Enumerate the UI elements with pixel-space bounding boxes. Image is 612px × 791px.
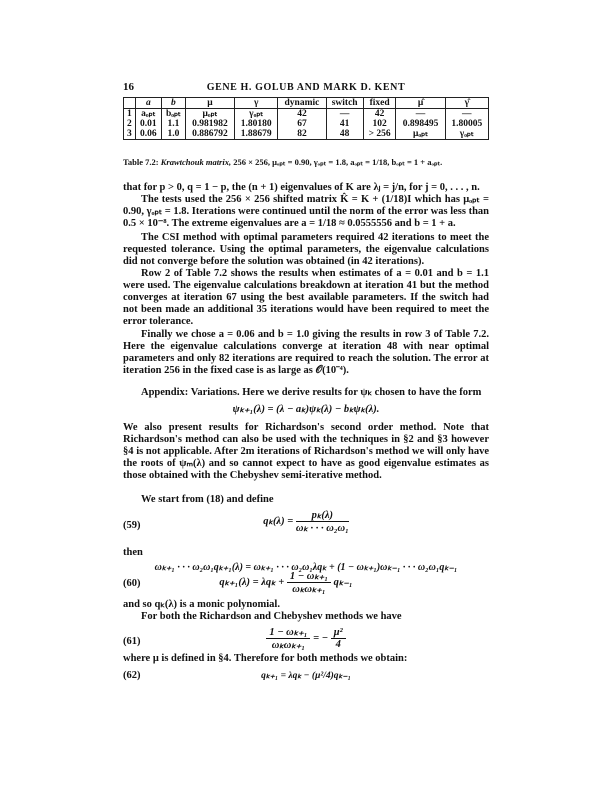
equation-60a: ωₖ₊₁ · · · ω₂ω₁qₖ₊₁(λ) = ωₖ₊₁ · · · ω₂ω₁λqₖ + (1 − ωₖ₊₁)ωₖ₋₁ · · · ω₂ω₁qₖ₋₁ (154, 562, 458, 573)
table-cell: > 256 (363, 129, 396, 140)
table-cell: γₒₚₜ (445, 129, 488, 140)
equation-59 (0, 509, 612, 534)
table-cell: 48 (326, 129, 363, 140)
table-row (124, 129, 489, 140)
table-cell: bₒₚₜ (161, 109, 185, 120)
table-cell: μₒₚₜ (185, 109, 234, 120)
eq61-rhs-numerator: μ² (331, 627, 346, 639)
equation-psi: ψₖ₊₁(λ) = (λ − aₖ)ψₖ(λ) − bₖψₖ(λ). (232, 404, 380, 415)
table-header (124, 98, 136, 109)
eq61-fraction (266, 626, 310, 651)
paragraph: For both the Richardson and Chebyshev methods we have (141, 611, 402, 622)
eq61-rhs-denominator: 4 (335, 639, 341, 650)
table-cell: 67 (278, 119, 326, 129)
eq59-denominator: ωₖ · · · ω₂ω₁ (295, 523, 349, 534)
table-cell: 42 (278, 109, 326, 120)
paragraph: that for p > 0, q = 1 − p, the (n + 1) eigenvalues of K are λⱼ = j/n, for j = 0, . . . , n. (123, 182, 480, 193)
table-cell: 102 (363, 119, 396, 129)
table-cell: — (396, 109, 445, 120)
appendix-text: Here we derive results for ψₖ chosen to have the form (242, 387, 482, 398)
appendix-paragraph (123, 387, 489, 399)
table-cell: 1.0 (161, 129, 185, 140)
table-cell: 0.06 (135, 129, 161, 140)
results-table (123, 97, 489, 140)
paragraph: We start from (18) and define (141, 494, 274, 505)
table-cell: 3 (124, 129, 136, 140)
eq59-lhs: qₖ(λ) = (263, 515, 294, 527)
equation-60 (0, 570, 592, 595)
caption-title: Krawtchouk matrix, (160, 157, 232, 167)
page-number: 16 (123, 81, 134, 93)
appendix-heading: Appendix: Variations. (141, 387, 240, 398)
paragraph: Row 2 of Table 7.2 shows the results when estimates of a = 0.01 and b = 1.1 were used. The eigenvalue calculations breakdown at iteration 41 but the method converges at iteration 67 using the best available parameters. If the switch had not been made an additional 35 iterations would have been required to meet the error tolerance. (123, 268, 489, 327)
equation-number: (62) (123, 670, 141, 681)
paragraph: The CSI method with optimal parameters required 42 iterations to meet the requested tolerance. Using the optimal parameters, the eigenvalue calculations did not converge before the solution was obtained (in 42 iterations). (123, 232, 489, 267)
table-cell: 82 (278, 129, 326, 140)
eq61-rhs-fraction (331, 627, 346, 650)
eq61-rhs: = − (313, 632, 329, 644)
table-cell: 1 (124, 109, 136, 120)
caption-text: 256 × 256, μₒₚₜ = 0.90, γₒₚₜ = 1.8, aₒₚₜ = 1/18, bₒₚₜ = 1 + aₒₚₜ. (233, 157, 443, 167)
table-cell: 41 (326, 119, 363, 129)
eq59-fraction (296, 509, 349, 534)
equation-number: (60) (123, 578, 141, 589)
equation-number: (59) (123, 520, 141, 531)
eq60-tail: qₖ₋₁ (333, 576, 353, 588)
table-cell: 1.80005 (445, 119, 488, 129)
table-cell: — (445, 109, 488, 120)
equation-61 (0, 626, 612, 651)
table-header: a (135, 98, 161, 109)
eq60-fraction (287, 570, 331, 595)
eq60-numerator: 1 − ωₖ₊₁ (287, 570, 331, 583)
table-header: switch (326, 98, 363, 109)
table-header: γ (235, 98, 278, 109)
table-header: μ̂ (396, 98, 445, 109)
paragraph: We also present results for Richardson's second order method. Note that Richardson's method can also be used with the techniques in §2 and §3 however §4 is not applicable. After 2m iterations of Richardson's method we will only have the roots of ψₘ(λ) and so cannot expect to have as good eigenvalue estimates as those obtained with the Chebyshev semi-iterative method. (123, 422, 489, 481)
table-cell: 1.1 (161, 119, 185, 129)
table-cell: μₒₚₜ (396, 129, 445, 140)
table-caption (123, 157, 493, 168)
table-cell: 0.898495 (396, 119, 445, 129)
eq60-lhs: qₖ₊₁(λ) = λqₖ + (219, 576, 285, 588)
table-header: b (161, 98, 185, 109)
table-cell: 1.80180 (235, 119, 278, 129)
table-cell: — (326, 109, 363, 120)
paragraph: The tests used the 256 × 256 shifted matrix K̂ = K + (1/18)I which has μₒₚₜ = 0.90, γₒₚₜ = 1.8. Iterations were continued until the norm of the error was less than 0.5 × 10⁻⁸. The extreme eigenvalues are a = 1/18 ≈ 0.0555556 and b = 1 + a. (123, 194, 489, 229)
eq61-denominator: ωₖωₖ₊₁ (271, 640, 306, 651)
table-cell: 1.88679 (235, 129, 278, 140)
table-header: dynamic (278, 98, 326, 109)
table-cell: 42 (363, 109, 396, 120)
eq60-denominator: ωₖωₖ₊₁ (292, 584, 326, 595)
paragraph: Finally we chose a = 0.06 and b = 1.0 giving the results in row 3 of Table 7.2. Here the eigenvalue calculations converge at iteration 48 with near optimal parameters and only 82 iterations are required to reach the solution. The error at iteration 256 in the fixed case is as large as 𝒪(10⁻⁴). (123, 329, 489, 376)
equation-number: (61) (123, 636, 141, 647)
table-row (124, 109, 489, 120)
table-header: γ̂ (445, 98, 488, 109)
table-cell: aₒₚₜ (135, 109, 161, 120)
table-row (124, 119, 489, 129)
table-cell: 0.981982 (185, 119, 234, 129)
table-header-row (124, 98, 489, 109)
table-cell: 0.886792 (185, 129, 234, 140)
paragraph: where μ is defined in §4. Therefore for both methods we obtain: (123, 653, 408, 664)
eq61-numerator: 1 − ωₖ₊₁ (266, 626, 310, 639)
table-cell: γₒₚₜ (235, 109, 278, 120)
table-header: fixed (363, 98, 396, 109)
paragraph: then (123, 547, 143, 558)
equation-62: qₖ₊₁ = λqₖ − (μ²/4)qₖ₋₁ (261, 671, 351, 681)
table-cell: 2 (124, 119, 136, 129)
running-title: GENE H. GOLUB AND MARK D. KENT (206, 82, 406, 93)
paragraph: and so qₖ(λ) is a monic polynomial. (123, 599, 280, 610)
table-cell: 0.01 (135, 119, 161, 129)
table-header: μ (185, 98, 234, 109)
eq59-numerator: pₖ(λ) (296, 509, 349, 522)
caption-label: Table 7.2: (123, 157, 159, 167)
